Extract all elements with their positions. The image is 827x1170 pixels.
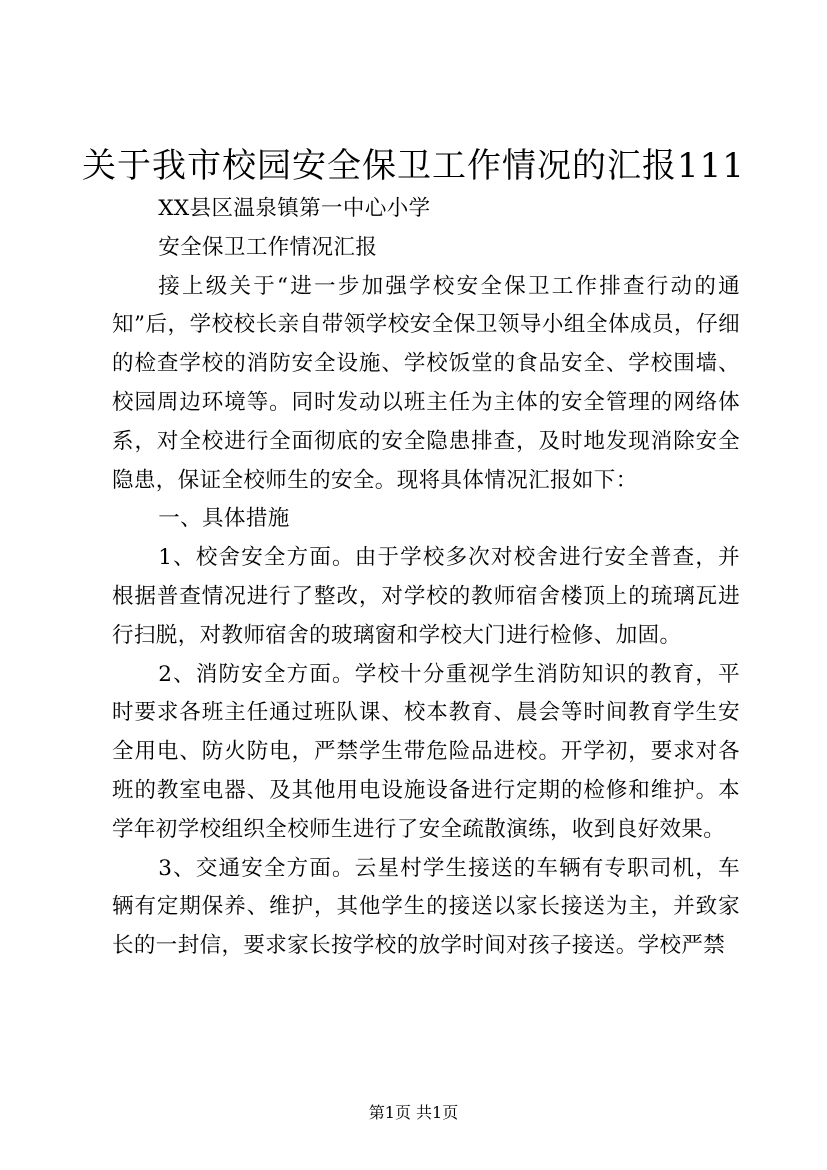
fire-safety-paragraph: 2、消防安全方面。学校十分重视学生消防知识的教育，平时要求各班主任通过班队课、校本教育、晨会等时间教育学生安全用电、防火防电，严禁学生带危险品进校。开学初，要求对各班的教室电器、及其他用电设施设备进行定期的检修和维护。本学年初学校组织全校师生进行了安全疏散演练，收到良好效果。 — [112, 661, 740, 842]
page-footer: 第1页 共1页 — [368, 1103, 459, 1122]
school-name-paragraph: XX县区温泉镇第一中心小学 — [158, 196, 431, 221]
section-heading-measures: 一、具体措施 — [158, 506, 290, 532]
building-safety-paragraph: 1、校舍安全方面。由于学校多次对校舍进行安全普查，并根据普查情况进行了整改，对学校的教师宿舍楼顶上的琉璃瓦进行扫脱，对教师宿舍的玻璃窗和学校大门进行检修、加固。 — [112, 545, 740, 648]
document-body — [112, 190, 740, 966]
report-subtitle-paragraph: 安全保卫工作情况汇报 — [158, 234, 378, 260]
document-title: 关于我市校园安全保卫工作情况的汇报111 — [82, 146, 745, 186]
intro-paragraph: 接上级关于“进一步加强学校安全保卫工作排查行动的通知”后，学校校长亲自带领学校安全保卫领导小组全体成员，仔细的检查学校的消防安全设施、学校饭堂的食品安全、学校围墙、校园周边环境等。同时发动以班主任为主体的安全管理的网络体系，对全校进行全面彻底的安全隐患排查，及时地发现消除安全隐患，保证全校师生的安全。现将具体情况汇报如下： — [112, 273, 740, 493]
traffic-safety-paragraph: 3、交通安全方面。云星村学生接送的车辆有专职司机，车辆有定期保养、维护，其他学生的接送以家长接送为主，并致家长的一封信，要求家长按学校的放学时间对孩子接送。学校严禁 — [112, 855, 740, 959]
